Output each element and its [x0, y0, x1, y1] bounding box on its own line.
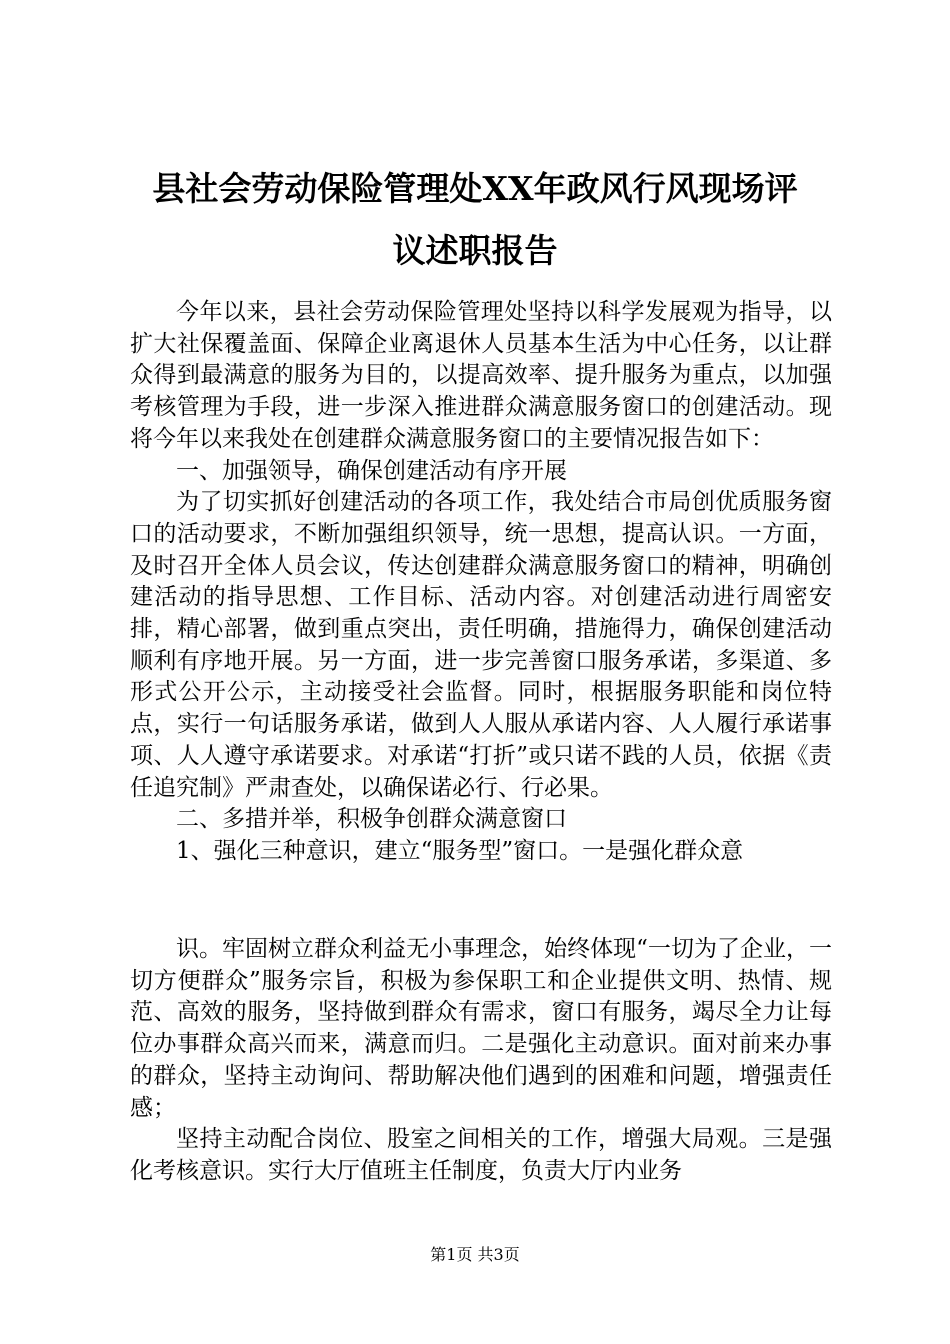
paragraph: 今年以来，县社会劳动保险管理处坚持以科学发展观为指导，以扩大社保覆盖面、保障企业离退休人员基本生活为中心任务，以让群众得到最满意的服务为目的，以提高效率、提升服务为重点，以加强考核管理为手段，进一步深入推进群众满意服务窗口的创建活动。现将今年以来我处在创建群众满意服务窗口的主要情况报告如下：: [130, 299, 832, 452]
page-footer: 第1页 共3页: [430, 1245, 520, 1264]
body-text-part-1: [130, 297, 832, 868]
paragraph: 1、强化三种意识，建立“服务型”窗口。一是强化群众意: [176, 837, 744, 864]
title-line-1: 县社会劳动保险管理处XX年政风行风现场评: [152, 169, 798, 208]
section-heading: 一、加强领导，确保创建活动有序开展: [176, 457, 567, 484]
paragraph: 为了切实抓好创建活动的各项工作，我处结合市局创优质服务窗口的活动要求，不断加强组织领导，统一思想，提高认识。一方面，及时召开全体人员会议，传达创建群众满意服务窗口的精神，明确创建活动的指导思想、工作目标、活动内容。对创建活动进行周密安排，精心部署，做到重点突出，责任明确，措施得力，确保创建活动顺利有序地开展。另一方面，进一步完善窗口服务承诺，多渠道、多形式公开公示，主动接受社会监督。同时，根据服务职能和岗位特点，实行一句话服务承诺，做到人人服从承诺内容、人人履行承诺事项、人人遵守承诺要求。对承诺“打折”或只诺不践的人员，依据《责任追究制》严肃查处，以确保诺必行、行必果。: [130, 489, 832, 801]
title-line-2: 议述职报告: [392, 231, 558, 270]
body-text-part-2: [130, 934, 832, 1188]
section-heading: 二、多措并举，积极争创群众满意窗口: [176, 806, 567, 833]
paragraph: 坚持主动配合岗位、股室之间相关的工作，增强大局观。三是强化考核意识。实行大厅值班主任制度，负责大厅内业务: [130, 1126, 832, 1184]
document-title: [118, 158, 832, 282]
paragraph: 识。牢固树立群众利益无小事理念，始终体现“一切为了企业，一切方便群众”服务宗旨，积极为参保职工和企业提供文明、热情、规范、高效的服务，坚持做到群众有需求，窗口有服务，竭尽全力让每位办事群众高兴而来，满意而归。二是强化主动意识。面对前来办事的群众，坚持主动询问、帮助解决他们遇到的困难和问题，增强责任感；: [130, 936, 832, 1121]
